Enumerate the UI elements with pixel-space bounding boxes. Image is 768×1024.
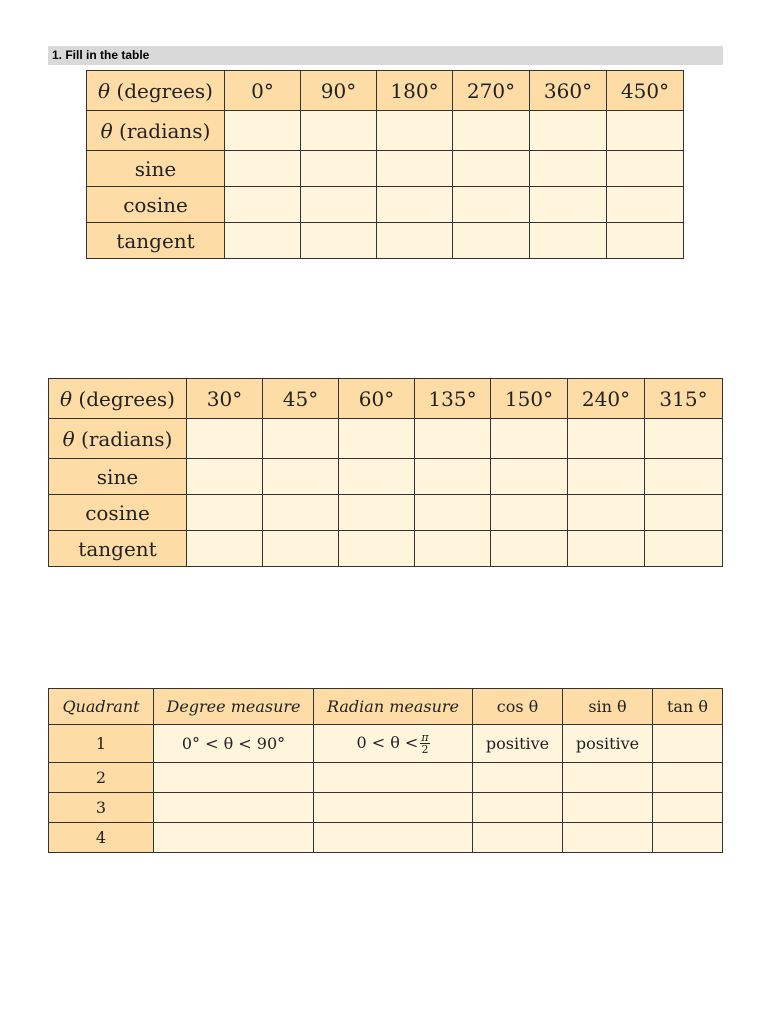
quadrant-number: 3 <box>49 793 154 823</box>
answer-cell[interactable] <box>453 223 530 259</box>
answer-cell[interactable] <box>473 763 563 793</box>
angle-header: 135° <box>415 379 491 419</box>
answer-cell[interactable] <box>530 111 607 151</box>
answer-cell[interactable] <box>568 531 645 567</box>
row-header-tangent: tangent <box>49 531 187 567</box>
answer-cell[interactable] <box>607 187 684 223</box>
header-tan: tan θ <box>653 689 723 725</box>
answer-cell[interactable] <box>653 763 723 793</box>
quadrant-number: 4 <box>49 823 154 853</box>
answer-cell[interactable] <box>645 459 723 495</box>
row-header-degrees: θ (degrees) <box>49 379 187 419</box>
angle-header: 240° <box>568 379 645 419</box>
answer-cell[interactable] <box>377 223 453 259</box>
row-header-sine: sine <box>87 151 225 187</box>
answer-cell[interactable] <box>645 495 723 531</box>
answer-cell[interactable] <box>491 459 568 495</box>
answer-cell[interactable] <box>154 823 314 853</box>
row-header-radians: θ (radians) <box>49 419 187 459</box>
header-sin: sin θ <box>563 689 653 725</box>
answer-cell[interactable] <box>263 495 339 531</box>
answer-cell[interactable] <box>415 459 491 495</box>
cos-sign: positive <box>473 725 563 763</box>
row-header-tangent: tangent <box>87 223 225 259</box>
answer-cell[interactable] <box>645 531 723 567</box>
answer-cell[interactable] <box>263 419 339 459</box>
radian-range: 0 < θ < $\frac{\pi}{2}$ <box>314 725 473 763</box>
section-heading: 1. Fill in the table <box>48 46 723 65</box>
answer-cell[interactable] <box>530 151 607 187</box>
quadrant-number: 1 <box>49 725 154 763</box>
answer-cell[interactable] <box>453 111 530 151</box>
answer-cell[interactable] <box>645 419 723 459</box>
angle-header: 150° <box>491 379 568 419</box>
answer-cell[interactable] <box>563 763 653 793</box>
answer-cell[interactable] <box>453 187 530 223</box>
answer-cell[interactable] <box>225 151 301 187</box>
answer-cell[interactable] <box>301 151 377 187</box>
answer-cell[interactable] <box>491 419 568 459</box>
answer-cell[interactable] <box>187 459 263 495</box>
answer-cell[interactable] <box>187 531 263 567</box>
answer-cell[interactable] <box>225 223 301 259</box>
answer-cell[interactable] <box>568 495 645 531</box>
angle-header: 315° <box>645 379 723 419</box>
quadrant-number: 2 <box>49 763 154 793</box>
answer-cell[interactable] <box>415 495 491 531</box>
answer-cell[interactable] <box>339 419 415 459</box>
answer-cell[interactable] <box>563 823 653 853</box>
answer-cell[interactable] <box>187 419 263 459</box>
answer-cell[interactable] <box>653 793 723 823</box>
row-header-radians: θ (radians) <box>87 111 225 151</box>
angle-header: 450° <box>607 71 684 111</box>
answer-cell[interactable] <box>607 151 684 187</box>
header-degree-measure: Degree measure <box>154 689 314 725</box>
answer-cell[interactable] <box>263 531 339 567</box>
quadrant-sign-table <box>48 688 723 853</box>
header-radian-measure: Radian measure <box>314 689 473 725</box>
answer-cell[interactable] <box>491 531 568 567</box>
angle-header: 180° <box>377 71 453 111</box>
angle-header: 60° <box>339 379 415 419</box>
answer-cell[interactable] <box>453 151 530 187</box>
sin-sign: positive <box>563 725 653 763</box>
answer-cell[interactable] <box>301 187 377 223</box>
row-header-sine: sine <box>49 459 187 495</box>
angle-header: 90° <box>301 71 377 111</box>
answer-cell[interactable] <box>377 187 453 223</box>
header-cos: cos θ <box>473 689 563 725</box>
trig-table-quadrantal <box>86 70 684 259</box>
row-header-degrees: θ (degrees) <box>87 71 225 111</box>
row-header-cosine: cosine <box>87 187 225 223</box>
answer-cell[interactable] <box>225 111 301 151</box>
answer-cell[interactable] <box>301 223 377 259</box>
answer-cell[interactable] <box>415 419 491 459</box>
angle-header: 30° <box>187 379 263 419</box>
angle-header: 270° <box>453 71 530 111</box>
header-quadrant: Quadrant <box>49 689 154 725</box>
angle-header: 45° <box>263 379 339 419</box>
answer-cell[interactable] <box>314 823 473 853</box>
degree-range: 0° < θ < 90° <box>154 725 314 763</box>
answer-cell[interactable] <box>263 459 339 495</box>
answer-cell[interactable] <box>491 495 568 531</box>
answer-cell[interactable] <box>339 459 415 495</box>
answer-cell[interactable] <box>473 823 563 853</box>
answer-cell[interactable] <box>415 531 491 567</box>
answer-cell[interactable] <box>473 793 563 823</box>
answer-cell[interactable] <box>653 823 723 853</box>
trig-table-special-angles <box>48 378 723 567</box>
answer-cell[interactable] <box>607 111 684 151</box>
answer-cell[interactable] <box>568 419 645 459</box>
answer-cell[interactable] <box>530 187 607 223</box>
answer-cell[interactable] <box>530 223 607 259</box>
angle-header: 0° <box>225 71 301 111</box>
answer-cell[interactable] <box>314 763 473 793</box>
answer-cell[interactable] <box>339 531 415 567</box>
answer-cell[interactable] <box>187 495 263 531</box>
answer-cell[interactable] <box>607 223 684 259</box>
answer-cell[interactable] <box>563 793 653 823</box>
answer-cell[interactable] <box>154 793 314 823</box>
answer-cell[interactable] <box>377 111 453 151</box>
answer-cell[interactable] <box>568 459 645 495</box>
row-header-cosine: cosine <box>49 495 187 531</box>
answer-cell[interactable] <box>314 793 473 823</box>
answer-cell[interactable] <box>301 111 377 151</box>
answer-cell[interactable] <box>339 495 415 531</box>
answer-cell[interactable] <box>225 187 301 223</box>
answer-cell[interactable] <box>653 725 723 763</box>
answer-cell[interactable] <box>154 763 314 793</box>
answer-cell[interactable] <box>377 151 453 187</box>
angle-header: 360° <box>530 71 607 111</box>
